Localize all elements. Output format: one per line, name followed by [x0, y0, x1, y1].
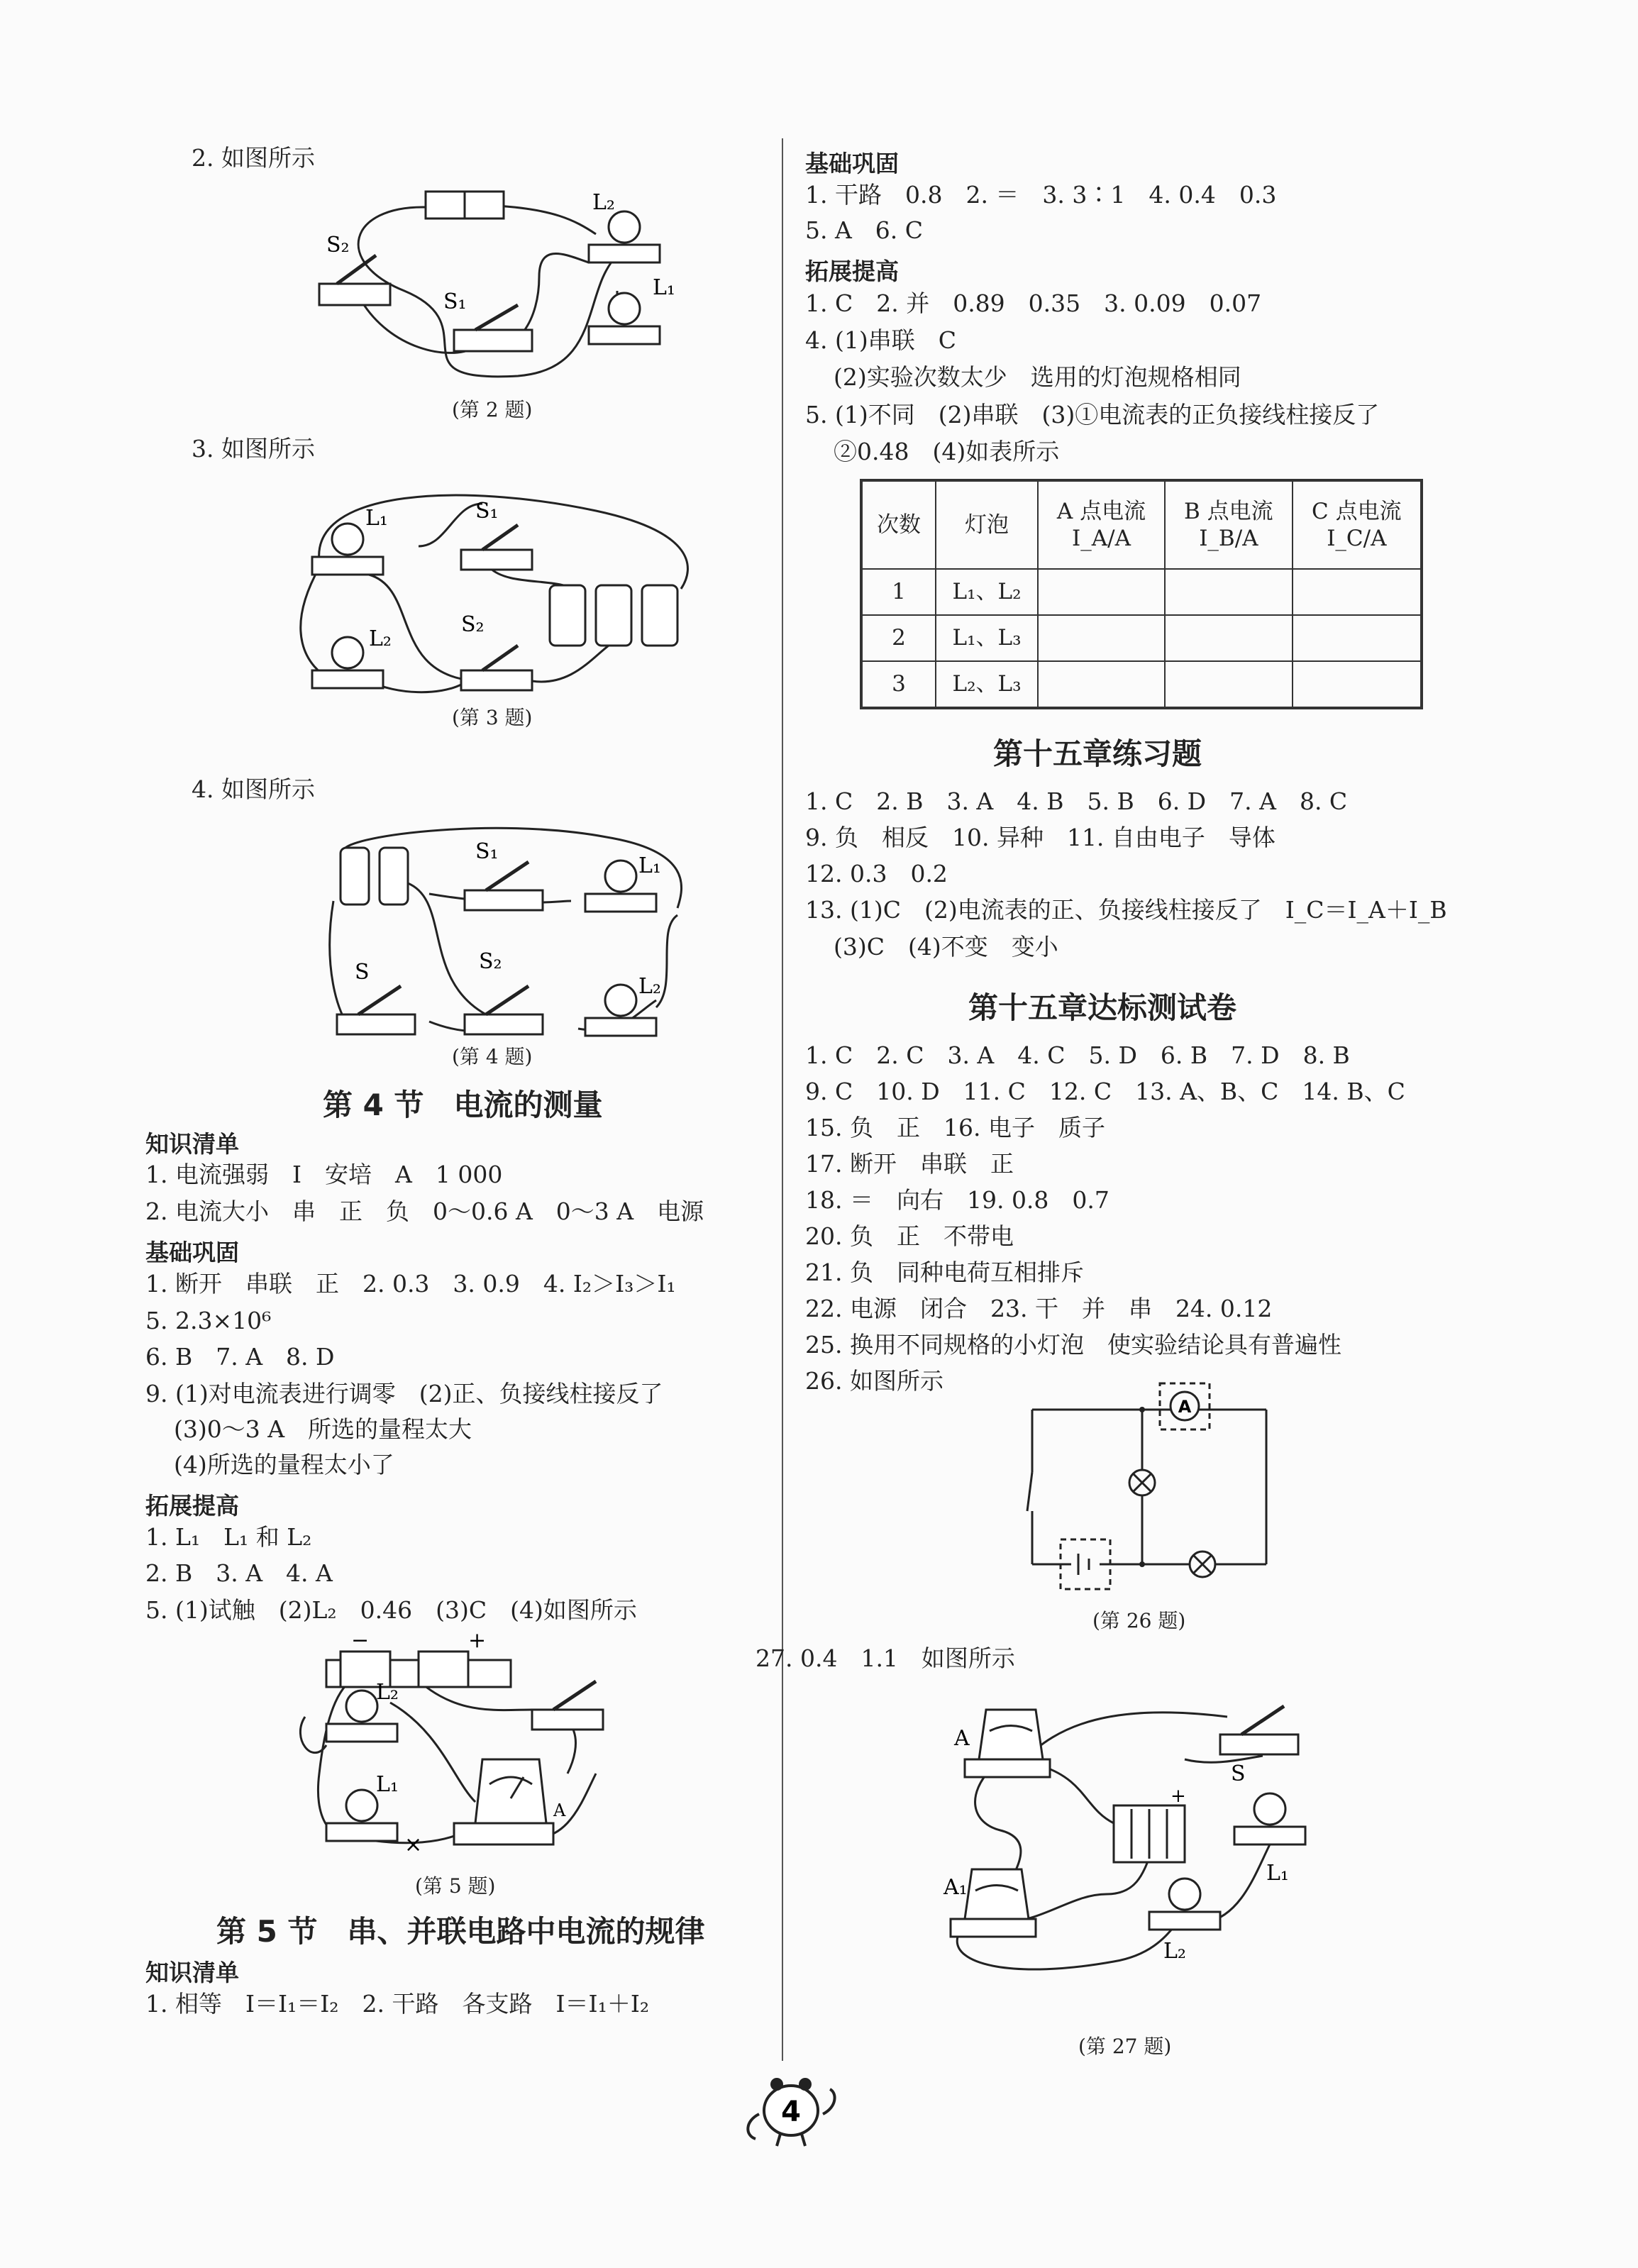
table-row: [861, 615, 1422, 661]
page-number: 4: [781, 2096, 801, 2128]
exercise-line: 9. 负 相反 10. 异种 11. 自由电子 导体: [805, 824, 1275, 851]
right-line: 1. C 2. 并 0.89 0.35 3. 0.09 0.07: [805, 289, 1262, 317]
label-plus: +: [468, 1628, 487, 1653]
sec4-line: 9. (1)对电流表进行调零 (2)正、负接线柱接反了: [145, 1380, 663, 1407]
sec4-line: 1. 断开 串联 正 2. 0.3 3. 0.9 4. I₂＞I₃＞I₁: [145, 1270, 676, 1298]
caption-q4: (第 4 题): [452, 1045, 533, 1068]
exercise-line: (3)C (4)不变 变小: [834, 933, 1058, 961]
test-line: 20. 负 正 不带电: [805, 1222, 1014, 1250]
sec5-heading-knowledge: 知识清单: [145, 1959, 239, 1986]
table-cell: [1038, 569, 1165, 615]
label-a: A: [954, 1726, 970, 1751]
table-header: B 点电流 I_B/A: [1165, 480, 1293, 569]
sec4-heading-knowledge: 知识清单: [145, 1130, 239, 1158]
table-row: [861, 661, 1422, 708]
test-line: 27. 0.4 1.1 如图所示: [756, 1644, 1015, 1672]
right-line: ②0.48 (4)如表所示: [834, 438, 1060, 465]
figure-q27: [943, 1681, 1312, 1979]
label-s2: S₂: [461, 612, 485, 637]
right-line: (2)实验次数太少 选用的灯泡规格相同: [834, 363, 1241, 391]
test-line: 17. 断开 串联 正: [805, 1150, 1014, 1178]
right-line: 5. A 6. C: [805, 216, 924, 244]
section-4-title: 第 4 节 电流的测量: [323, 1088, 603, 1122]
caption-q26: (第 26 题): [1092, 1609, 1186, 1632]
ammeter-label: A: [1178, 1397, 1192, 1417]
right-line: 1. 干路 0.8 2. ＝ 3. 3∶1 4. 0.4 0.3: [805, 181, 1277, 209]
table-cell: L₁、L₂: [936, 569, 1038, 615]
sec4-line: 5. (1)试触 (2)L₂ 0.46 (3)C (4)如图所示: [145, 1596, 637, 1624]
test-line: 1. C 2. C 3. A 4. C 5. D 6. B 7. D 8. B: [805, 1041, 1350, 1069]
caption-q27: (第 27 题): [1078, 2035, 1172, 2058]
chapter-15-test-title: 第十五章达标测试卷: [968, 990, 1237, 1025]
label-s1: S₁: [443, 289, 467, 314]
caption-q3: (第 3 题): [452, 706, 533, 729]
table-header: 次数: [861, 480, 936, 569]
chapter-15-exercise-title: 第十五章练习题: [993, 736, 1202, 771]
section-5-title: 第 5 节 串、并联电路中电流的规律: [216, 1914, 705, 1949]
table-header: 灯泡: [936, 480, 1038, 569]
label-l2: L₂: [376, 1680, 399, 1705]
label-s2: S₂: [326, 233, 350, 258]
label-l2: L₂: [369, 626, 392, 651]
table-cell: [1165, 569, 1293, 615]
right-line: 5. (1)不同 (2)串联 (3)①电流表的正负接线柱接反了: [805, 401, 1380, 428]
table-cell: 2: [861, 615, 936, 661]
table-cell: L₁、L₃: [936, 615, 1038, 661]
label-s1: S₁: [475, 839, 499, 864]
sec4-line: 2. 电流大小 串 正 负 0～0.6 A 0～3 A 电源: [145, 1197, 704, 1225]
label-s1: S₁: [475, 499, 499, 524]
exercise-line: 13. (1)C (2)电流表的正、负接线柱接反了 I_C＝I_A＋I_B: [805, 896, 1447, 924]
label-s: S: [355, 960, 370, 985]
figure-q2: [305, 177, 688, 383]
test-line: 26. 如图所示: [805, 1367, 943, 1395]
table-cell: [1038, 661, 1165, 708]
q2-label: 2. 如图所示: [192, 144, 315, 172]
table-header: A 点电流 I_A/A: [1038, 480, 1165, 569]
sec4-line: 5. 2.3×10⁶: [145, 1307, 272, 1334]
table-cell: [1038, 615, 1165, 661]
svg-text:×: ×: [404, 1832, 423, 1857]
caption-q2: (第 2 题): [452, 398, 533, 421]
table-cell: 1: [861, 569, 936, 615]
figure-q5: [298, 1628, 631, 1859]
label-l1: L₁: [638, 853, 661, 878]
table-cell: [1165, 661, 1293, 708]
figure-q4: [323, 823, 685, 1036]
sec4-line: (3)0～3 A 所选的量程太大: [174, 1415, 472, 1443]
exercise-line: 1. C 2. B 3. A 4. B 5. B 6. D 7. A 8. C: [805, 787, 1348, 815]
right-heading-basic: 基础巩固: [805, 150, 899, 177]
label-l1: L₁: [1266, 1861, 1289, 1886]
table-cell: [1293, 661, 1422, 708]
sec4-line: 2. B 3. A 4. A: [145, 1559, 333, 1587]
sec4-heading-extend: 拓展提高: [145, 1492, 239, 1520]
test-line: 9. C 10. D 11. C 12. C 13. A、B、C 14. B、C: [805, 1078, 1405, 1105]
label-s: S: [1231, 1761, 1246, 1786]
label-l1: L₁: [376, 1772, 399, 1797]
q4-label: 4. 如图所示: [192, 775, 315, 803]
test-line: 25. 换用不同规格的小灯泡 使实验结论具有普遍性: [805, 1331, 1341, 1359]
sec4-line: 1. L₁ L₁ 和 L₂: [145, 1523, 312, 1551]
table-cell: 3: [861, 661, 936, 708]
sec4-line: 6. B 7. A 8. D: [145, 1343, 335, 1371]
table-header: C 点电流 I_C/A: [1293, 480, 1422, 569]
column-divider: [782, 138, 783, 2061]
label-plus: +: [1171, 1786, 1186, 1807]
sec4-line: 1. 电流强弱 I 安培 A 1 000: [145, 1161, 503, 1188]
table-cell: [1293, 569, 1422, 615]
table-header-row: [861, 480, 1422, 569]
label-l1: L₁: [653, 275, 675, 300]
caption-q5: (第 5 题): [415, 1874, 496, 1898]
label-l2: L₂: [1163, 1939, 1186, 1964]
figure-q3: [298, 489, 724, 695]
sec4-line: (4)所选的量程太小了: [174, 1451, 394, 1478]
table-row: [861, 569, 1422, 615]
table-cell: [1165, 615, 1293, 661]
right-heading-extend: 拓展提高: [805, 258, 899, 285]
label-minus: −: [351, 1628, 370, 1653]
label-a1: A₁: [943, 1875, 968, 1900]
label-l2: L₂: [592, 190, 615, 215]
sec4-heading-basic: 基础巩固: [145, 1239, 239, 1266]
meter-label-a: A: [553, 1800, 566, 1820]
q3-label: 3. 如图所示: [192, 435, 315, 463]
test-line: 21. 负 同种电荷互相排斥: [805, 1259, 1084, 1286]
test-line: 15. 负 正 16. 电子 质子: [805, 1114, 1105, 1141]
label-l1: L₁: [365, 506, 388, 531]
label-s2: S₂: [479, 949, 502, 974]
test-line: 22. 电源 闭合 23. 干 并 串 24. 0.12: [805, 1295, 1273, 1322]
exercise-line: 12. 0.3 0.2: [805, 860, 948, 887]
table-cell: [1293, 615, 1422, 661]
page-number-badge: [738, 2071, 844, 2150]
label-l2: L₂: [638, 974, 661, 999]
table-cell: L₂、L₃: [936, 661, 1038, 708]
data-table: [860, 479, 1423, 709]
sec5-line: 1. 相等 I＝I₁＝I₂ 2. 干路 各支路 I＝I₁＋I₂: [145, 1990, 650, 2018]
right-line: 4. (1)串联 C: [805, 326, 956, 354]
test-line: 18. ＝ 向右 19. 0.8 0.7: [805, 1186, 1109, 1214]
figure-q26: [1022, 1380, 1277, 1596]
